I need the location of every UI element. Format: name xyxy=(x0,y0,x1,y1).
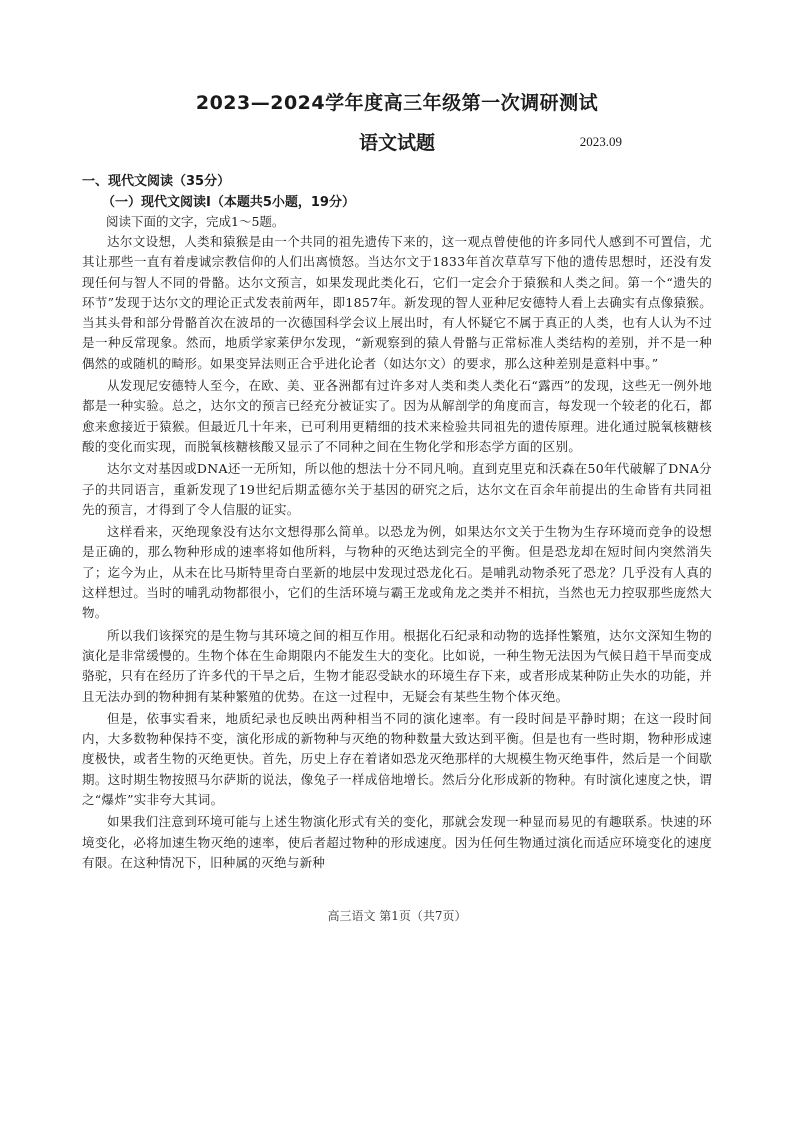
passage-paragraph-4: 这样看来，灭绝现象没有达尔文想得那么简单。以恐龙为例，如果达尔文关于生物为生存环境而竞争的设想是正确的，那么物种形成的速率将如他所料，与物种的灭绝达到完全的平衡。但是恐龙却在短时间内突然消失了；迄今为止，从未在比马斯特里奇白垩新的地层中发现过恐龙化石。是哺乳动物杀死了恐龙？几乎没有人真的这样想过。当时的哺乳动物都很小，它们的生活环境与霸王龙或角龙之类并不相抗，当然也无力控驭那些庞然大物。 xyxy=(82,524,712,621)
reading-section xyxy=(82,172,712,873)
passage-paragraph-2: 从发现尼安德特人至今，在欧、美、亚各洲都有过许多对人类和类人类化石“露西”的发现，这些无一例外地都是一种实验。总之，达尔文的预言已经充分被证实了。因为从解剖学的角度而言，每发现一个较老的化石，都愈来愈接近于猿猴。但最近几十年来，已可利用更精细的技术来检验共同祖先的遗传原理。进化通过脱氧核糖核酸的变化而实现，而脱氧核糖核酸又显示了不同种之间在生物化学和形态学方面的区别。 xyxy=(82,378,712,454)
page-footer: 高三语文 第1页（共7页） xyxy=(327,909,467,923)
passage-paragraph-3: 达尔文对基因或DNA还一无所知，所以他的想法十分不同凡响。直到克里克和沃森在50年代破解了DNA分子的共同语言，重新发现了19世纪后期孟德尔关于基因的研究之后，达尔文在百余年前提出的生命皆有共同祖先的预言，才得到了令人信服的证实。 xyxy=(82,461,712,517)
passage-paragraph-7: 如果我们注意到环境可能与上述生物演化形式有关的变化，那就会发现一种显而易见的有趣联系。快速的环境变化，必将加速生物灭绝的速率，使后者超过物种的形成速度。因为任何生物通过演化而适应环境变化的速度有限。在这种情况下，旧种属的灭绝与新种 xyxy=(82,814,712,870)
exam-subject: 语文试题 xyxy=(358,132,435,154)
subsection-heading: （一）现代文阅读Ⅰ（本题共5小题，19分） xyxy=(102,195,355,210)
passage-paragraph-1: 达尔文设想，人类和猿猴是由一个共同的祖先遗传下来的，这一观点曾使他的许多同代人感到不可置信，尤其让那些一直有着虔诚宗教信仰的人们出离愤怒。当达尔文于1833年首次草草写下他的遗传思想时，还没有发现任何与智人不同的骨骼。达尔文预言，如果发现此类化石，它们一定会介于猿猴和人类之间。第一个“遗失的环节”发现于达尔文的理论正式发表前两年，即1857年。新发现的智人亚种尼安德特人看上去确实有点像猿猴。当其头骨和部分骨骼首次在波昂的一次德国科学会议上展出时，有人怀疑它不属于真正的人类，也有人认为不过是一种反常现象。然而，地质学家莱伊尔发现，“新观察到的猿人骨骼与正常标准人类结构的差别，并不是一种偶然的或随机的畸形。如果变异法则正合乎进化论者（如达尔文）的要求，那么这种差别是意料中事。” xyxy=(82,234,712,371)
passage-paragraph-5: 所以我们该探究的是生物与其环境之间的相互作用。根据化石纪录和动物的选择性繁殖，达尔文深知生物的演化是非常缓慢的。生物个体在生命期限内不能发生大的变化。比如说，一种生物无法因为气候日趋干旱而变成骆驼，只有在经历了许多代的干旱之后，生物才能忍受缺水的环境生存下来，或者形成某种防止失水的功能，并且无法办到的物种拥有某种繁殖的优势。在这一过程中，无疑会有某些生物个体灭绝。 xyxy=(82,627,712,704)
exam-title: 2023—2024学年度高三年级第一次调研测试 xyxy=(195,92,599,114)
exam-date: 2023.09 xyxy=(579,134,622,149)
section-heading: 一、现代文阅读（35分） xyxy=(82,174,231,189)
passage-paragraph-6: 但是，依事实看来，地质纪录也反映出两种相当不同的演化速率。有一段时间是平静时期；在这一段时间内，大多数物种保持不变，演化形成的新物种与灭绝的物种数量大致达到平衡。但是也有一些时期，物种形成速度极快，或者生物的灭绝更快。首先，历史上存在着诸如恐龙灭绝那样的大规模生物灭绝事件，然后是一个间歇期。这时期生物按照马尔萨斯的说法，像兔子一样成倍地增长。然后分化形成新的物种。有时演化速度之快，谓之“爆炸”实非夸大其词。 xyxy=(82,710,712,808)
reading-instruction: 阅读下面的文字，完成1～5题。 xyxy=(106,214,285,229)
